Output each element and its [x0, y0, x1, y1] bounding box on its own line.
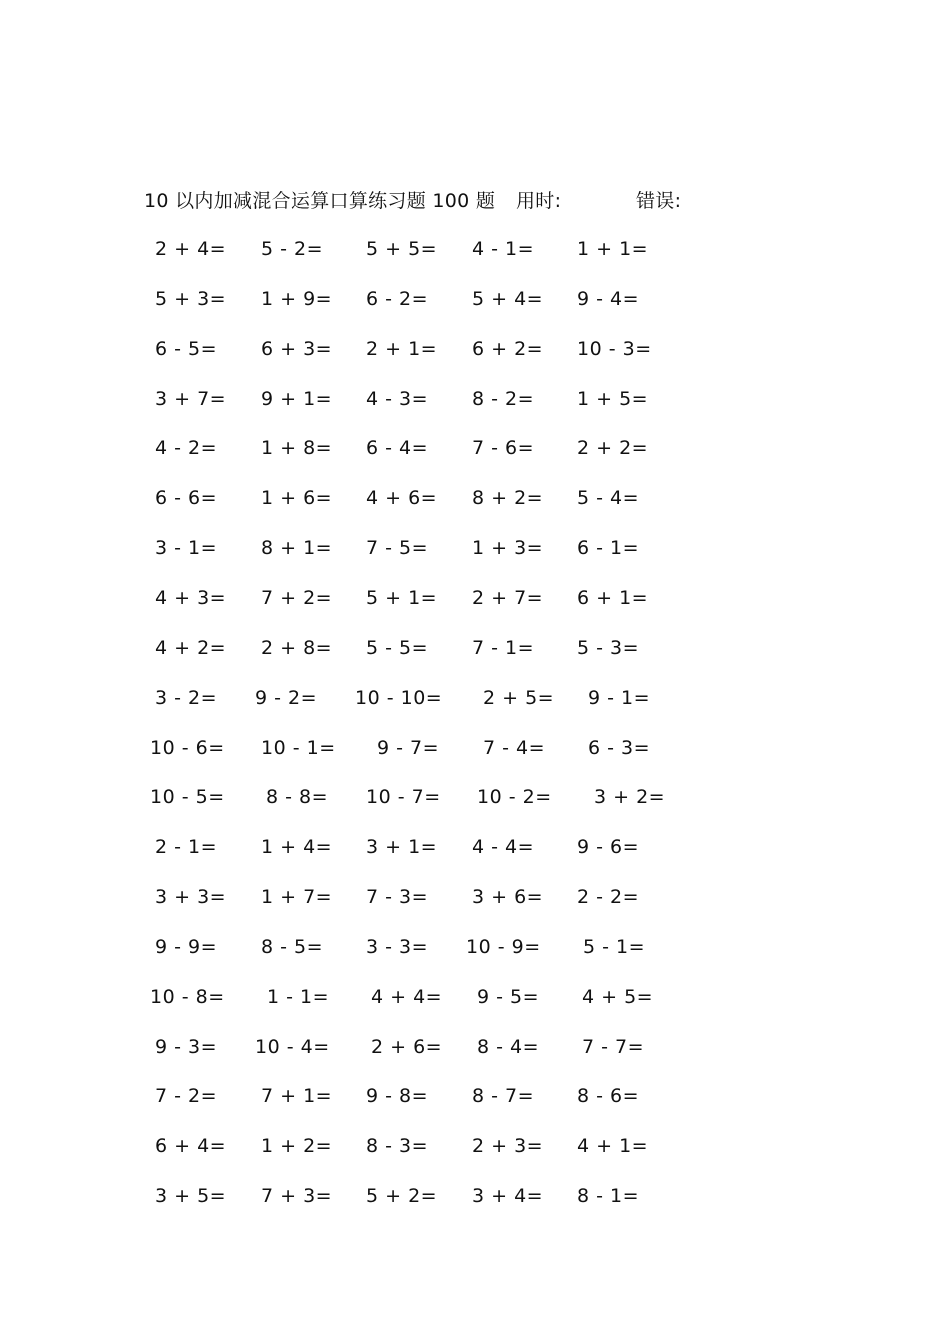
time-used-label: 用时:	[516, 190, 562, 212]
problem-item: 5 + 5=	[366, 238, 438, 260]
problem-item: 2 + 4=	[155, 238, 227, 260]
problem-item: 10 - 7=	[366, 786, 441, 809]
problem-item: 3 + 3=	[155, 886, 227, 909]
problem-item: 9 - 6=	[577, 836, 640, 859]
problem-item: 9 + 1=	[261, 387, 333, 410]
problem-item: 7 - 1=	[472, 636, 535, 659]
problem-item: 5 - 4=	[577, 487, 640, 510]
problem-item: 9 - 2=	[255, 686, 318, 709]
problem-item: 6 - 5=	[155, 337, 218, 360]
problem-item: 2 + 5=	[483, 686, 555, 709]
problem-item: 8 - 1=	[577, 1185, 640, 1208]
problem-item: 2 + 8=	[261, 636, 333, 659]
problem-item: 8 - 2=	[472, 387, 535, 410]
problem-item: 9 - 7=	[377, 736, 440, 759]
errors-label: 错误:	[636, 190, 682, 212]
problem-item: 10 - 6=	[150, 736, 225, 759]
problem-item: 1 + 9=	[261, 287, 333, 310]
problem-item: 3 - 2=	[155, 686, 218, 709]
problem-item: 3 + 2=	[594, 786, 666, 809]
problem-item: 1 + 1=	[577, 238, 649, 260]
problem-item: 5 - 5=	[366, 636, 429, 659]
problem-item: 7 - 7=	[582, 1035, 645, 1058]
problem-item: 7 - 3=	[366, 886, 429, 909]
problem-item: 5 + 4=	[472, 287, 544, 310]
problem-item: 5 - 3=	[577, 636, 640, 659]
problem-item: 10 - 1=	[261, 736, 336, 759]
problem-item: 10 - 3=	[577, 337, 652, 360]
problem-item: 1 - 1=	[267, 985, 330, 1008]
problem-item: 10 - 8=	[150, 985, 225, 1008]
problem-item: 6 - 3=	[588, 736, 651, 759]
problem-item: 2 + 2=	[577, 437, 649, 460]
problem-item: 6 - 2=	[366, 287, 429, 310]
problem-item: 1 + 8=	[261, 437, 333, 460]
problem-item: 3 + 7=	[155, 387, 227, 410]
problem-item: 7 - 2=	[155, 1085, 218, 1108]
problem-item: 4 - 1=	[472, 238, 535, 260]
problem-item: 3 + 1=	[366, 836, 438, 859]
problem-item: 5 - 2=	[261, 238, 324, 260]
problem-item: 6 - 1=	[577, 537, 640, 560]
problem-item: 2 + 6=	[371, 1035, 443, 1058]
problem-item: 4 + 6=	[366, 487, 438, 510]
problem-item: 8 - 7=	[472, 1085, 535, 1108]
problem-item: 4 + 3=	[155, 586, 227, 609]
problem-item: 4 + 2=	[155, 636, 227, 659]
problem-item: 7 - 5=	[366, 537, 429, 560]
problem-item: 6 + 2=	[472, 337, 544, 360]
problem-item: 5 + 2=	[366, 1185, 438, 1208]
worksheet-title: 10 以内加减混合运算口算练习题 100 题	[144, 190, 496, 212]
problem-item: 7 + 2=	[261, 586, 333, 609]
problem-item: 8 - 8=	[266, 786, 329, 809]
problem-item: 2 + 1=	[366, 337, 438, 360]
problem-item: 4 - 4=	[472, 836, 535, 859]
problem-item: 1 + 6=	[261, 487, 333, 510]
problem-item: 5 + 1=	[366, 586, 438, 609]
problem-item: 7 + 1=	[261, 1085, 333, 1108]
problem-item: 7 - 4=	[483, 736, 546, 759]
problem-item: 1 + 7=	[261, 886, 333, 909]
problem-item: 5 + 3=	[155, 287, 227, 310]
problem-item: 4 + 5=	[582, 985, 654, 1008]
problem-item: 4 + 4=	[371, 985, 443, 1008]
problem-item: 2 - 2=	[577, 886, 640, 909]
problem-item: 4 + 1=	[577, 1135, 649, 1158]
problem-item: 3 - 3=	[366, 935, 429, 958]
problem-item: 8 - 5=	[261, 935, 324, 958]
problem-item: 2 + 7=	[472, 586, 544, 609]
problem-item: 6 + 4=	[155, 1135, 227, 1158]
problem-item: 10 - 10=	[355, 686, 443, 709]
problem-item: 4 - 3=	[366, 387, 429, 410]
problem-item: 4 - 2=	[155, 437, 218, 460]
problem-item: 8 - 6=	[577, 1085, 640, 1108]
problem-item: 6 + 3=	[261, 337, 333, 360]
problem-item: 9 - 5=	[477, 985, 540, 1008]
problem-item: 9 - 3=	[155, 1035, 218, 1058]
problem-item: 2 + 3=	[472, 1135, 544, 1158]
problem-item: 1 + 4=	[261, 836, 333, 859]
problem-item: 9 - 4=	[577, 287, 640, 310]
problem-item: 8 + 2=	[472, 487, 544, 510]
problem-item: 10 - 2=	[477, 786, 552, 809]
problem-item: 3 - 1=	[155, 537, 218, 560]
problem-item: 9 - 9=	[155, 935, 218, 958]
problem-item: 1 + 5=	[577, 387, 649, 410]
problem-item: 8 - 4=	[477, 1035, 540, 1058]
problem-item: 6 - 4=	[366, 437, 429, 460]
problem-item: 6 + 1=	[577, 586, 649, 609]
problem-item: 7 - 6=	[472, 437, 535, 460]
problem-item: 10 - 9=	[466, 935, 541, 958]
problem-item: 9 - 1=	[588, 686, 651, 709]
problem-item: 5 - 1=	[583, 935, 646, 958]
problem-item: 3 + 4=	[472, 1185, 544, 1208]
problem-item: 10 - 4=	[255, 1035, 330, 1058]
problem-item: 8 + 1=	[261, 537, 333, 560]
problem-item: 6 - 6=	[155, 487, 218, 510]
problem-item: 7 + 3=	[261, 1185, 333, 1208]
problem-item: 9 - 8=	[366, 1085, 429, 1108]
problem-item: 3 + 6=	[472, 886, 544, 909]
problem-item: 1 + 2=	[261, 1135, 333, 1158]
problem-item: 3 + 5=	[155, 1185, 227, 1208]
problem-item: 8 - 3=	[366, 1135, 429, 1158]
problem-item: 1 + 3=	[472, 537, 544, 560]
problem-item: 2 - 1=	[155, 836, 218, 859]
problem-item: 10 - 5=	[150, 786, 225, 809]
